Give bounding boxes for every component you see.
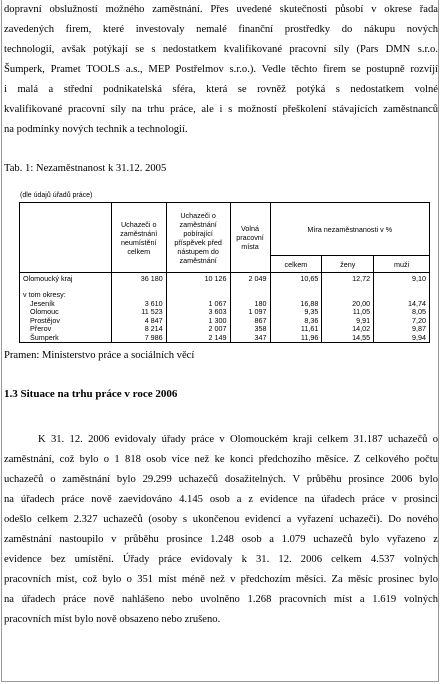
- paragraph-line: zaměstnání nastoupilo v průběhu prosince 1.248 osob a 1.079 uchazečů bylo vyřazeno z: [4, 534, 438, 545]
- cell: 2 049: [230, 273, 270, 286]
- paragraph-line: pracovních míst bylo nově obsazeno nebo zrušeno.: [4, 614, 221, 625]
- cell: 8,05: [374, 308, 430, 317]
- paragraph-line: zavedených firem, které investovaly nemalé finanční prostředky do nákupu nových: [4, 24, 438, 35]
- row-label: Přerov: [20, 325, 112, 334]
- cell: 3 610: [111, 300, 166, 309]
- cell: 9,87: [374, 325, 430, 334]
- paragraph-line: technologií, avšak potýkají se s nedostatkem kvalifikované pracovní síly (Pars DMN s.r.o.: [4, 44, 438, 55]
- table-caption: Tab. 1: Nezaměstnanost k 31.12. 2005: [4, 163, 167, 174]
- row-label: Prostějov: [20, 317, 112, 326]
- cell: 14,74: [374, 300, 430, 309]
- paragraph-line: evidence bez umístění. Úřady práce evidovaly k 31. 12. 2006 celkem 4.537 volných: [4, 554, 438, 565]
- cell: 3 603: [166, 308, 230, 317]
- paragraph-line: na podmínky nových technik a technologií.: [4, 124, 188, 135]
- table-note: (dle údajů úřadů práce): [20, 192, 93, 199]
- cell: 7 986: [111, 334, 166, 343]
- cell: 8,36: [270, 317, 322, 326]
- cell: 1 067: [166, 300, 230, 309]
- unemployment-table: [19, 202, 430, 343]
- header-volna-mista: Volná pracovní místa: [230, 203, 270, 273]
- paragraph-line: i malá a střední podnikatelská sféra, která se rovněž potýká s nedostatkem volné: [4, 84, 438, 95]
- paragraph-line: Šumperk, Pramet TOOLS a.s., MEP Postřelmov s.r.o.). Vedle těchto firem se postupně rozvíjí: [4, 64, 438, 75]
- paragraph-line: na úřadech práce nově zaevidováno 4.145 osob a z evidence na úřadech práce v prosinci: [4, 494, 438, 505]
- cell: 180: [230, 300, 270, 309]
- cell: 11,61: [270, 325, 322, 334]
- header-muzi: muži: [374, 256, 430, 273]
- paragraph-1: [4, 0, 438, 140]
- header-mira: Míra nezaměstnanosti v %: [270, 203, 430, 256]
- table-row-total: [20, 273, 430, 286]
- paragraph-line: kvalifikované pracovní síly na trhu práce, ale i s možností přeškolení stávajících zaměstnanců: [4, 104, 438, 115]
- cell: 9,35: [270, 308, 322, 317]
- paragraph-line: dopravní obslužností možného zaměstnání. Přes uvedené skutečnosti působí v okrese řada: [4, 4, 438, 15]
- row-label: Olomoucký kraj: [20, 273, 112, 286]
- header-celkem: celkem: [270, 256, 322, 273]
- row-label: Olomouc: [20, 308, 112, 317]
- cell: 14,55: [322, 334, 374, 343]
- cell: 11 523: [111, 308, 166, 317]
- paragraph-line: na úřadech práce nově nahlášeno nebo uvolněno 1.268 pracovních míst a 1.619 volných: [4, 594, 438, 605]
- cell: 2 149: [166, 334, 230, 343]
- table-source: Pramen: Ministerstvo práce a sociálních věcí: [4, 350, 195, 361]
- cell: 16,88: [270, 300, 322, 309]
- cell: 1 300: [166, 317, 230, 326]
- cell: 12,72: [322, 273, 374, 286]
- header-zeny: ženy: [322, 256, 374, 273]
- paragraph-line: K 31. 12. 2006 evidovaly úřady práce v Olomouckém kraji celkem 31.187 uchazečů o: [38, 434, 438, 445]
- row-label: Jeseník: [20, 300, 112, 309]
- section-heading: 1.3 Situace na trhu práce v roce 2006: [4, 388, 178, 400]
- row-subheading: v tom okresy:: [20, 291, 112, 300]
- cell: 14,02: [322, 325, 374, 334]
- cell: 9,10: [374, 273, 430, 286]
- cell: 1 097: [230, 308, 270, 317]
- row-label: Šumperk: [20, 334, 112, 343]
- cell: 9,91: [322, 317, 374, 326]
- header-empty: [20, 203, 112, 273]
- cell: 11,05: [322, 308, 374, 317]
- cell: 358: [230, 325, 270, 334]
- cell: 11,96: [270, 334, 322, 343]
- header-uchazeci-celkem: Uchazeči o zaměstnání neumístění celkem: [111, 203, 166, 273]
- paragraph-2: [4, 430, 438, 630]
- cell: 10 126: [166, 273, 230, 286]
- header-uchazeci-prispevek: Uchazeči o zaměstnání pobírající příspěvek před nástupem do zaměstnání: [166, 203, 230, 273]
- paragraph-line: uchazečů o zaměstnání bylo 29.299 uchazečů dosažitelných. V průběhu prosince 2006 bylo: [4, 474, 438, 485]
- paragraph-line: pracovních míst, což bylo o 351 míst méně než v předchozím měsíci. Za měsíc prosinec bylo: [4, 574, 438, 585]
- cell: 10,65: [270, 273, 322, 286]
- cell: 36 180: [111, 273, 166, 286]
- paragraph-line: odešlo celkem 2.327 uchazečů (osoby s ukončenou evidencí a vyřazení uchazeči). Do nového: [4, 514, 438, 525]
- cell: 20,00: [322, 300, 374, 309]
- cell: 7,20: [374, 317, 430, 326]
- cell: 867: [230, 317, 270, 326]
- table-row: [20, 334, 430, 343]
- paragraph-line: zaměstnání, což bylo o 1 818 osob více než ke konci předchozího měsíce. Z celkového počtu: [4, 454, 438, 465]
- cell: 347: [230, 334, 270, 343]
- cell: 9,94: [374, 334, 430, 343]
- cell: 8 214: [111, 325, 166, 334]
- cell: 4 847: [111, 317, 166, 326]
- unemployment-table-image: [4, 187, 432, 348]
- cell: 2 007: [166, 325, 230, 334]
